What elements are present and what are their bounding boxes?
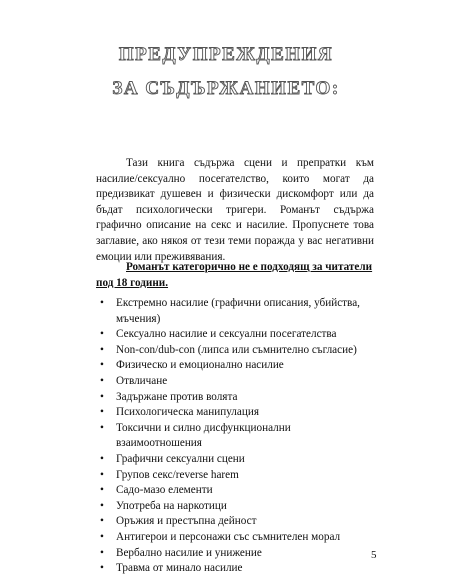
list-item-text: Садо-мазо елементи xyxy=(116,484,213,497)
page-title-line-2: ЗА СЪДЪРЖАНИЕТО: xyxy=(112,78,340,99)
list-item-text: Графични сексуални сцени xyxy=(116,452,245,465)
bullet-icon: • xyxy=(100,530,104,543)
list-item xyxy=(96,483,376,499)
list-item xyxy=(96,499,376,515)
bullet-icon: • xyxy=(100,515,104,528)
bullet-icon: • xyxy=(100,406,104,419)
bullet-icon: • xyxy=(100,390,104,403)
list-item-text: Вербално насилие и унижение xyxy=(116,546,262,559)
list-item-text: Психологическа манипулация xyxy=(116,406,259,419)
bullet-icon: • xyxy=(100,546,104,559)
age-warning: Романът категорично не е подходящ за читатели под 18 години. xyxy=(96,261,373,289)
list-item xyxy=(96,358,376,374)
list-item xyxy=(96,374,376,390)
list-item xyxy=(96,390,376,406)
list-item xyxy=(96,421,376,452)
bullet-icon: • xyxy=(100,359,104,372)
bullet-icon: • xyxy=(100,499,104,512)
list-item xyxy=(96,468,376,484)
list-item-text: Екстремно насилие (графични описания, убийства, мъчения) xyxy=(116,297,360,325)
list-item xyxy=(96,514,376,530)
page-number: 5 xyxy=(371,549,377,561)
page-title-line-1: ПРЕДУПРЕЖДЕНИЯ xyxy=(118,44,334,65)
bullet-icon: • xyxy=(100,468,104,481)
list-item-text: Оръжия и престъпна дейност xyxy=(116,515,257,528)
bullet-icon: • xyxy=(100,452,104,465)
bullet-icon: • xyxy=(100,374,104,387)
list-item xyxy=(96,452,376,468)
bullet-icon: • xyxy=(100,343,104,356)
list-item-text: Сексуално насилие и сексуални посегателства xyxy=(116,328,337,341)
list-item-text: Травма от минало насилие xyxy=(116,562,243,575)
list-item-text: Токсични и силно дисфункционални взаимоотношения xyxy=(116,421,291,450)
list-item xyxy=(96,546,376,562)
list-item xyxy=(96,530,376,546)
list-item-text: Употреба на наркотици xyxy=(116,499,227,512)
bullet-icon: • xyxy=(100,328,104,341)
list-item-text: Физическо и емоционално насилие xyxy=(116,359,284,372)
list-item-text: Отвличане xyxy=(116,374,168,387)
list-item-text: Групов секс/reverse harem xyxy=(116,468,239,481)
list-item xyxy=(96,343,376,359)
list-item xyxy=(96,405,376,421)
list-item xyxy=(96,327,376,343)
intro-paragraph: Тази книга съдържа сцени и препратки към насилие/сексуално посегателство, които могат да предизвикат душевен и физически дискомфорт или да бъдат психологически тригери. Романът съдържа графично описание на секс и насилие. Пропуснете това заглавие, ако някоя от тези теми поражда у вас негативни емоции или преживявания. xyxy=(96,157,374,263)
list-item xyxy=(96,296,376,327)
bullet-icon: • xyxy=(100,297,104,309)
bullet-icon: • xyxy=(100,484,104,497)
list-item-text: Задържане против волята xyxy=(116,390,238,403)
list-item-text: Антигерои и персонажи със съмнителен морал xyxy=(116,530,341,543)
list-item-text: Non-con/dub-con (липса или съмнително съгласие) xyxy=(116,343,357,356)
bullet-icon: • xyxy=(100,562,104,575)
content-warning-list xyxy=(96,296,376,577)
bullet-icon: • xyxy=(100,421,104,434)
list-item xyxy=(96,561,376,577)
